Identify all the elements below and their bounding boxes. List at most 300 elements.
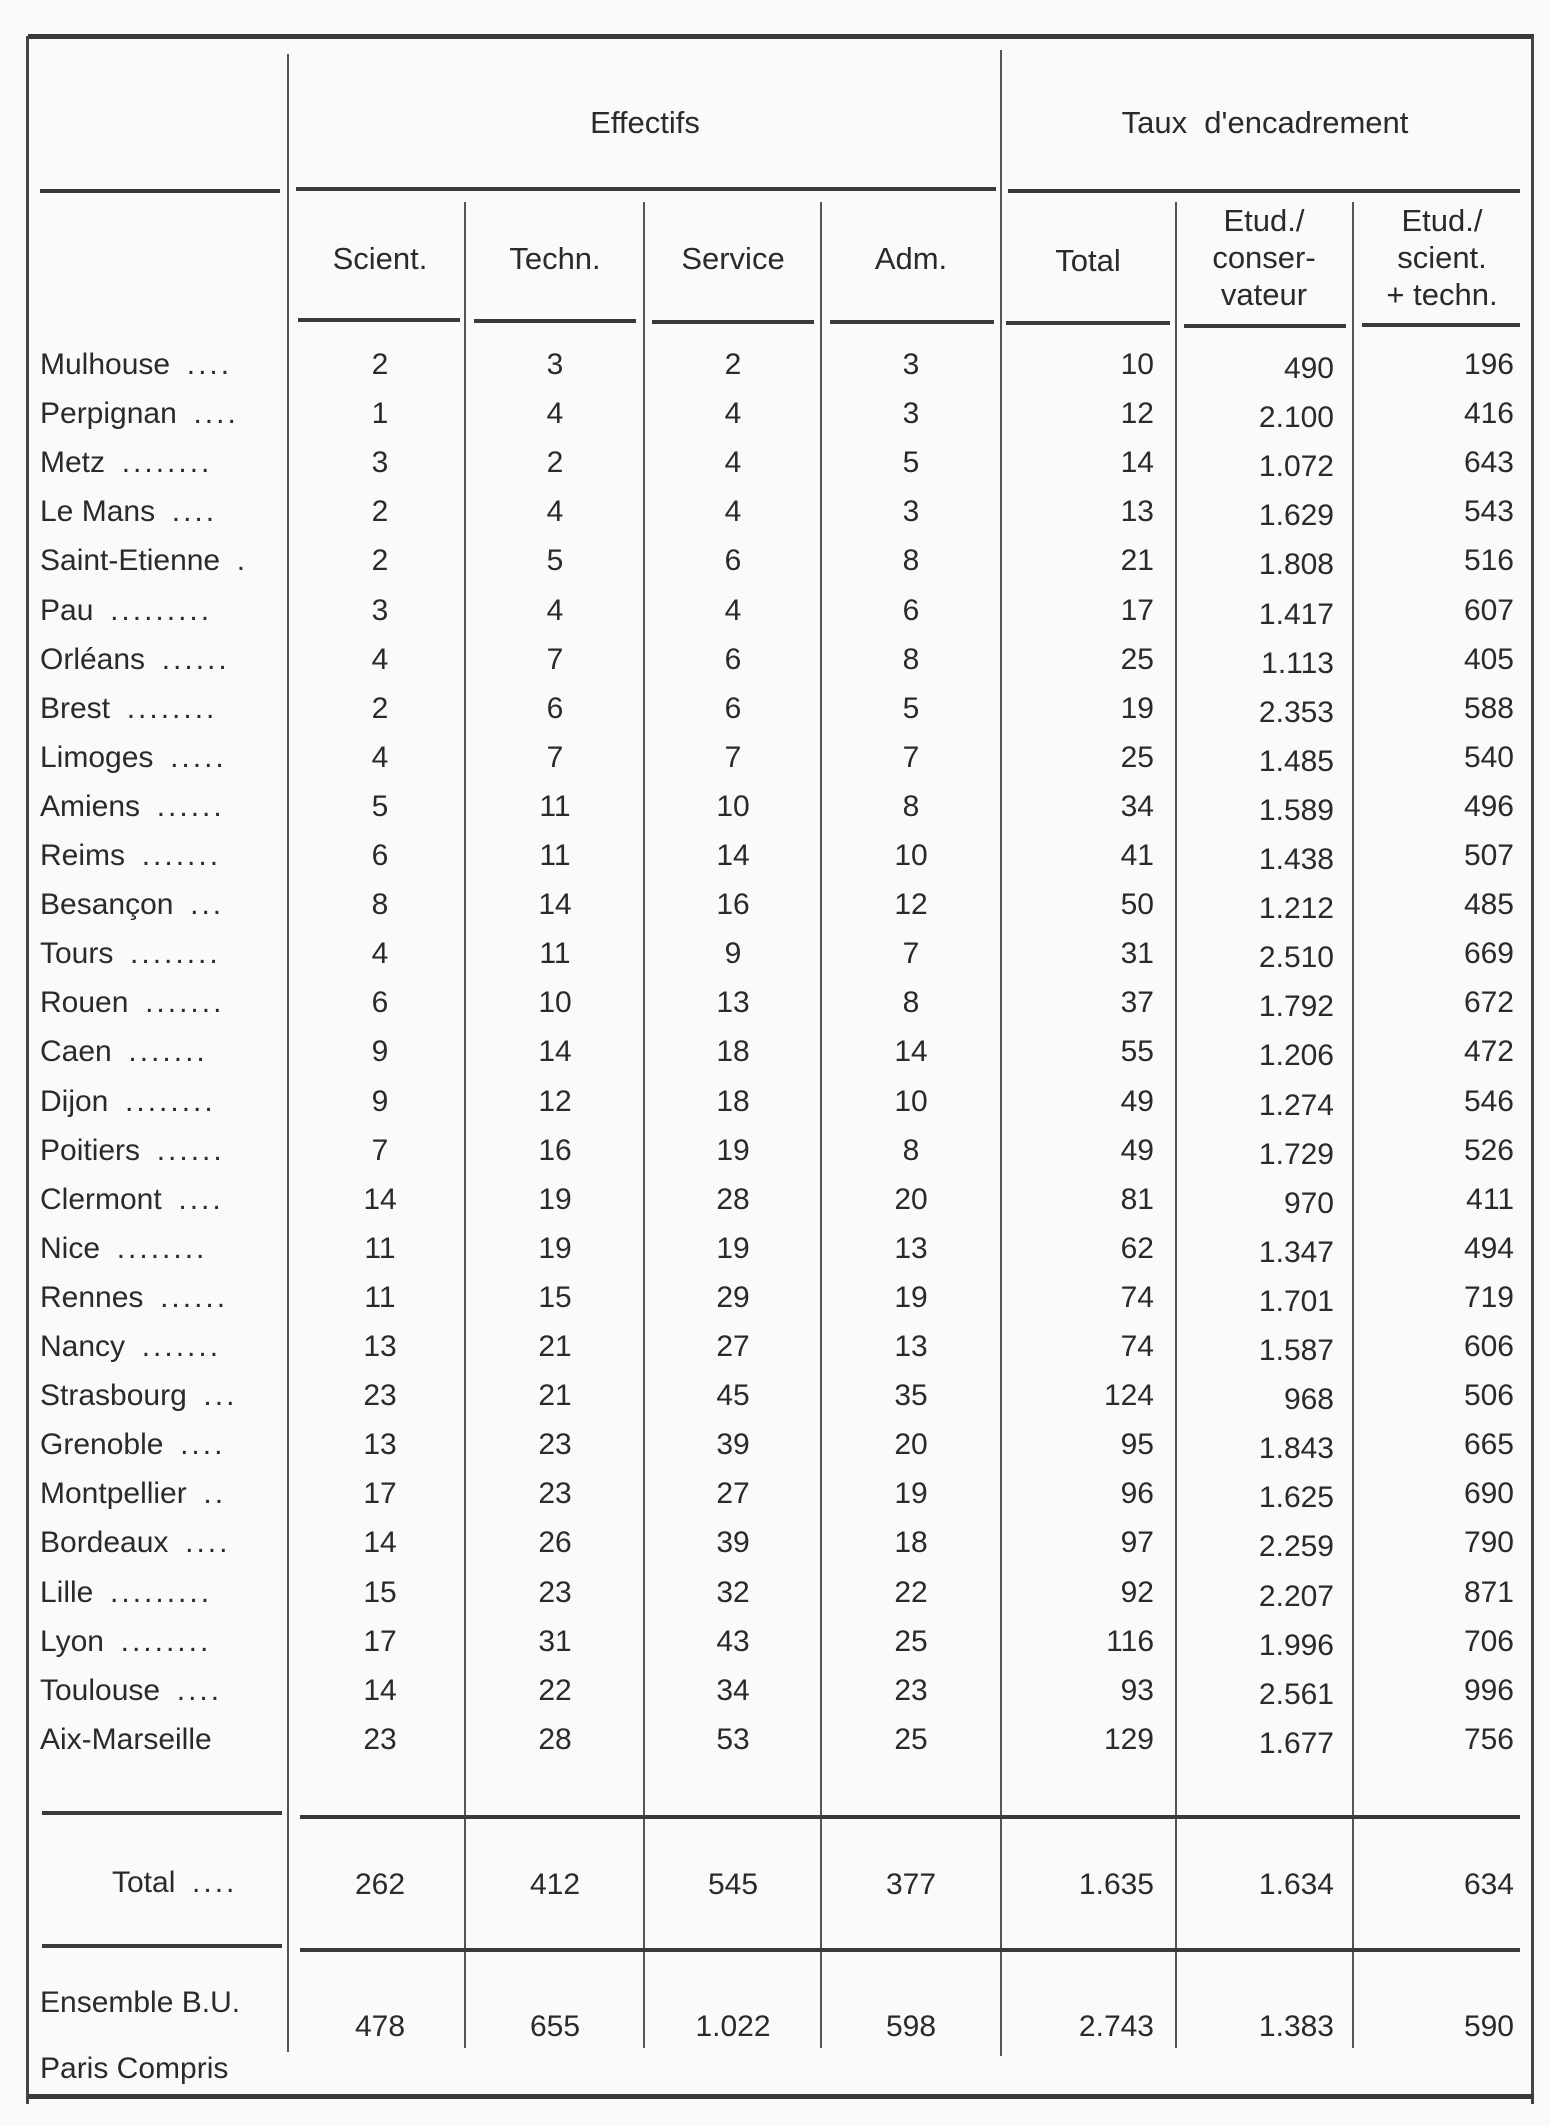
- leader-dots: ....: [171, 495, 218, 529]
- cell-etud-scient-techn: 588: [1463, 691, 1514, 725]
- cell-scient: 3: [371, 446, 389, 480]
- cell-adm: 19: [894, 1477, 928, 1511]
- header-rule-effectifs: [296, 187, 996, 191]
- cell-etud-scient-techn: 496: [1463, 789, 1514, 823]
- row-label: [40, 446, 212, 480]
- cell-etud-scient-techn: 719: [1463, 1280, 1514, 1314]
- cell-adm: 3: [902, 348, 920, 381]
- cell-total: 62: [1120, 1231, 1154, 1265]
- col-header-total: Total: [1055, 243, 1121, 278]
- cell-etud-scient-techn: 756: [1463, 1722, 1514, 1756]
- cell-service: 9: [724, 937, 742, 971]
- col-header-line: vateur: [1220, 277, 1308, 312]
- cell-etud-conservateur: 1.808: [1258, 548, 1334, 582]
- cell-service: 19: [716, 1231, 750, 1265]
- cell-total: 74: [1120, 1280, 1154, 1314]
- col-rule: [652, 320, 814, 324]
- cell-service: 43: [716, 1624, 750, 1658]
- total-cell-adm: 377: [885, 1868, 937, 1901]
- cell-total: 14: [1120, 446, 1154, 480]
- ensemble-rule: [42, 1944, 282, 1948]
- ensemble-cell-etud-conservateur: 1.383: [1258, 2010, 1334, 2043]
- cell-etud-conservateur: 1.347: [1258, 1235, 1334, 1269]
- cell-scient: 3: [371, 593, 389, 627]
- ensemble-cell-adm: 598: [885, 2010, 937, 2043]
- cell-techn: 23: [538, 1477, 572, 1511]
- cell-total: 129: [1103, 1722, 1154, 1756]
- cell-scient: 17: [363, 1477, 397, 1511]
- cell-adm: 25: [894, 1624, 928, 1658]
- row-label: [40, 1379, 237, 1413]
- cell-etud-conservateur: 1.677: [1258, 1726, 1334, 1760]
- university-name: Lille: [40, 1575, 94, 1609]
- cell-scient: 2: [371, 544, 389, 578]
- ensemble-label-line1: Ensemble B.U.: [40, 1986, 241, 2019]
- cell-total: 34: [1120, 789, 1154, 823]
- cell-service: 34: [716, 1673, 750, 1707]
- col-header-line: Etud./: [1223, 203, 1305, 238]
- cell-etud-conservateur: 2.561: [1258, 1677, 1334, 1711]
- university-name: Pau: [40, 593, 94, 627]
- cell-etud-scient-techn: 706: [1463, 1624, 1514, 1658]
- cell-scient: 5: [371, 789, 389, 823]
- cell-adm: 13: [894, 1330, 928, 1363]
- university-name: Limoges: [40, 740, 154, 774]
- cell-techn: 15: [538, 1280, 572, 1314]
- cell-total: 96: [1120, 1477, 1154, 1511]
- cell-adm: 8: [902, 986, 920, 1020]
- leader-dots: ........: [116, 1231, 208, 1265]
- cell-scient: 9: [371, 1035, 389, 1069]
- row-label: [40, 1477, 226, 1511]
- col-rule: [1006, 321, 1170, 325]
- total-row-label: Total ....: [112, 1866, 238, 1899]
- row-label: [40, 1134, 225, 1168]
- cell-service: 2: [724, 348, 742, 381]
- cell-scient: 4: [371, 937, 389, 971]
- cell-etud-scient-techn: 871: [1463, 1575, 1514, 1609]
- row-label: [40, 1576, 212, 1610]
- row-label: [40, 937, 221, 971]
- col-header-line: scient.: [1397, 240, 1487, 275]
- cell-total: 12: [1120, 397, 1154, 431]
- cell-techn: 5: [546, 544, 564, 578]
- cell-scient: 2: [371, 691, 389, 725]
- row-label: [40, 839, 221, 873]
- cell-etud-scient-techn: 485: [1463, 888, 1514, 922]
- cell-techn: 14: [538, 1035, 572, 1069]
- row-label: [40, 790, 225, 824]
- university-name: Bordeaux: [40, 1526, 169, 1560]
- cell-total: 92: [1120, 1575, 1154, 1609]
- cell-etud-scient-techn: 790: [1463, 1526, 1514, 1560]
- cell-etud-conservateur: 1.212: [1258, 892, 1334, 926]
- cell-total: 116: [1106, 1624, 1154, 1658]
- cell-etud-scient-techn: 996: [1463, 1673, 1514, 1707]
- cell-etud-scient-techn: 543: [1463, 495, 1514, 529]
- cell-adm: 25: [894, 1722, 928, 1756]
- cell-service: 18: [716, 1084, 750, 1118]
- row-label: [40, 1035, 208, 1069]
- cell-adm: 8: [902, 642, 920, 676]
- row-label: [40, 1281, 228, 1315]
- cell-adm: 13: [894, 1231, 928, 1265]
- cell-adm: 7: [902, 937, 920, 971]
- cell-techn: 2: [546, 446, 564, 480]
- cell-adm: 22: [894, 1575, 928, 1609]
- cell-etud-scient-techn: 665: [1463, 1428, 1514, 1462]
- cell-scient: 8: [371, 888, 389, 922]
- cell-etud-conservateur: 2.207: [1258, 1579, 1334, 1613]
- cell-adm: 19: [894, 1280, 928, 1314]
- cell-service: 45: [716, 1379, 750, 1413]
- cell-adm: 18: [894, 1526, 928, 1560]
- cell-etud-conservateur: 1.625: [1258, 1481, 1334, 1515]
- cell-techn: 7: [546, 642, 564, 676]
- leader-dots: ....: [185, 1526, 231, 1560]
- ensemble-cell-scient: 478: [354, 2010, 406, 2043]
- row-label: [40, 544, 248, 578]
- university-name: Mulhouse: [40, 348, 171, 381]
- col-header-scient: Scient.: [332, 241, 428, 276]
- cell-etud-scient-techn: 411: [1466, 1182, 1514, 1216]
- total-cell-etud-conservateur: 1.634: [1258, 1868, 1334, 1901]
- cell-etud-conservateur: 1.843: [1258, 1432, 1334, 1466]
- university-name: Aix-Marseille: [40, 1722, 212, 1756]
- col-header-line: Etud./: [1401, 203, 1483, 238]
- cell-scient: 13: [363, 1330, 397, 1363]
- university-name: Perpignan: [40, 397, 177, 431]
- cell-etud-conservateur: 1.792: [1258, 990, 1334, 1024]
- university-name: Reims: [40, 839, 126, 872]
- col-header-etud-conservateur: [1176, 202, 1352, 313]
- row-label: [40, 1526, 230, 1560]
- cell-techn: 23: [538, 1575, 572, 1609]
- cell-service: 28: [716, 1182, 750, 1216]
- cell-adm: 3: [902, 495, 920, 529]
- cell-service: 53: [716, 1722, 750, 1756]
- leader-dots: ......: [156, 789, 225, 823]
- cell-etud-conservateur: 1.417: [1258, 597, 1334, 631]
- cell-etud-conservateur: 1.274: [1258, 1088, 1334, 1122]
- cell-total: 19: [1120, 691, 1154, 725]
- leader-dots: ......: [160, 1280, 229, 1314]
- cell-etud-scient-techn: 669: [1463, 937, 1514, 971]
- cell-etud-conservateur: 968: [1283, 1383, 1334, 1417]
- cell-service: 6: [724, 691, 742, 725]
- university-name: Brest: [40, 691, 111, 725]
- cell-techn: 19: [538, 1231, 572, 1265]
- cell-total: 13: [1120, 495, 1154, 529]
- cell-scient: 23: [363, 1722, 397, 1756]
- col-header-adm: Adm.: [874, 241, 948, 276]
- university-name: Saint-Etienne: [40, 544, 221, 578]
- col-rule: [1184, 324, 1346, 328]
- leader-dots: ........: [120, 1624, 212, 1658]
- cell-service: 7: [724, 740, 742, 774]
- cell-techn: 11: [539, 839, 571, 872]
- university-name: Rouen: [40, 986, 129, 1020]
- cell-etud-scient-techn: 472: [1463, 1035, 1514, 1069]
- cell-adm: 8: [902, 544, 920, 578]
- cell-etud-scient-techn: 643: [1463, 446, 1514, 480]
- cell-etud-scient-techn: 690: [1463, 1477, 1514, 1511]
- cell-scient: 7: [371, 1133, 389, 1167]
- leader-dots: .......: [141, 1330, 222, 1363]
- cell-etud-conservateur: 1.701: [1258, 1284, 1334, 1318]
- cell-scient: 4: [371, 642, 389, 676]
- col-header-service: Service: [681, 241, 785, 276]
- university-name: Strasbourg: [40, 1379, 187, 1413]
- cell-service: 6: [724, 642, 742, 676]
- cell-total: 74: [1120, 1330, 1154, 1363]
- leader-dots: ....: [178, 1182, 224, 1216]
- cell-adm: 20: [894, 1428, 928, 1462]
- cell-scient: 4: [371, 740, 389, 774]
- leader-dots: ....: [180, 1428, 226, 1462]
- cell-techn: 12: [538, 1084, 572, 1118]
- total-rule: [300, 1815, 1520, 1819]
- cell-service: 6: [724, 544, 742, 578]
- cell-adm: 10: [894, 1084, 928, 1118]
- row-label: [40, 986, 224, 1020]
- cell-etud-conservateur: 1.589: [1258, 793, 1334, 827]
- leader-dots: ....: [186, 348, 233, 381]
- cell-techn: 3: [546, 348, 564, 381]
- cell-service: 27: [716, 1330, 750, 1363]
- row-label: [40, 1674, 222, 1708]
- cell-scient: 2: [371, 348, 389, 381]
- cell-service: 29: [716, 1280, 750, 1314]
- cell-total: 50: [1120, 888, 1154, 922]
- cell-service: 39: [716, 1526, 750, 1560]
- cell-total: 81: [1120, 1182, 1154, 1216]
- cell-etud-scient-techn: 494: [1463, 1231, 1514, 1265]
- cell-etud-conservateur: 1.629: [1258, 499, 1334, 533]
- cell-adm: 20: [894, 1182, 928, 1216]
- cell-scient: 23: [363, 1379, 397, 1413]
- cell-service: 32: [716, 1575, 750, 1609]
- cell-etud-scient-techn: 516: [1463, 544, 1514, 578]
- cell-etud-scient-techn: 405: [1463, 642, 1514, 676]
- cell-techn: 16: [538, 1133, 572, 1167]
- cell-total: 17: [1120, 593, 1154, 627]
- leader-dots: ..: [203, 1477, 227, 1511]
- cell-total: 95: [1120, 1428, 1154, 1462]
- cell-techn: 10: [538, 986, 572, 1020]
- cell-etud-conservateur: 970: [1283, 1186, 1334, 1220]
- cell-adm: 3: [902, 397, 920, 431]
- cell-techn: 7: [546, 740, 564, 774]
- cell-scient: 13: [363, 1428, 397, 1462]
- cell-etud-scient-techn: 416: [1463, 397, 1514, 431]
- university-name: Nice: [40, 1231, 101, 1265]
- leader-dots: ....: [176, 1673, 223, 1707]
- column-divider: [287, 54, 289, 2052]
- row-label: [40, 1625, 211, 1659]
- cell-etud-conservateur: 2.510: [1258, 941, 1334, 975]
- cell-etud-scient-techn: 672: [1463, 986, 1514, 1020]
- row-label: [40, 397, 239, 431]
- leader-dots: ........: [126, 691, 218, 725]
- cell-scient: 1: [371, 397, 389, 431]
- ensemble-rule: [300, 1948, 1520, 1952]
- leader-dots: ........: [130, 937, 221, 971]
- cell-scient: 6: [371, 839, 389, 872]
- col-header-etud-scient-techn: [1354, 202, 1530, 313]
- cell-etud-scient-techn: 506: [1463, 1379, 1514, 1413]
- cell-etud-conservateur: 2.353: [1258, 695, 1334, 729]
- col-rule: [1362, 323, 1520, 327]
- cell-service: 4: [724, 593, 742, 627]
- university-name: Metz: [40, 446, 106, 480]
- leader-dots: ........: [121, 446, 213, 480]
- leader-dots: .....: [170, 740, 227, 774]
- cell-total: 41: [1120, 839, 1154, 872]
- cell-techn: 11: [539, 937, 571, 971]
- cell-service: 16: [716, 888, 750, 922]
- cell-scient: 14: [363, 1182, 397, 1216]
- cell-techn: 23: [538, 1428, 572, 1462]
- cell-etud-scient-techn: 540: [1463, 740, 1514, 774]
- cell-total: 31: [1120, 937, 1154, 971]
- university-name: Caen: [40, 1035, 112, 1069]
- cell-total: 25: [1120, 642, 1154, 676]
- col-rule: [298, 318, 460, 322]
- total-cell-etud-scient-techn: 634: [1463, 1868, 1514, 1901]
- cell-total: 21: [1120, 544, 1154, 578]
- header-rule-taux: [1008, 189, 1520, 193]
- header-rule-left: [40, 189, 280, 193]
- cell-etud-conservateur: 1.206: [1258, 1039, 1334, 1073]
- ensemble-label-line2: Paris Compris: [40, 2052, 229, 2085]
- cell-adm: 8: [902, 789, 920, 823]
- row-label: [40, 1183, 224, 1217]
- cell-techn: 11: [539, 789, 571, 823]
- ensemble-cell-techn: 655: [529, 2010, 581, 2043]
- header-group-taux: Taux d'encadrement: [1121, 105, 1409, 140]
- cell-scient: 11: [364, 1280, 396, 1314]
- row-label: [40, 1085, 216, 1119]
- total-rule: [42, 1811, 282, 1815]
- university-name: Amiens: [40, 789, 141, 823]
- row-label: [40, 692, 217, 726]
- cell-etud-conservateur: 1.729: [1258, 1137, 1334, 1171]
- cell-service: 4: [724, 495, 742, 529]
- total-cell-total: 1.635: [1078, 1868, 1154, 1901]
- cell-etud-scient-techn: 606: [1463, 1330, 1514, 1363]
- university-name: Rennes: [40, 1280, 144, 1314]
- university-name: Dijon: [40, 1084, 109, 1118]
- cell-service: 27: [716, 1477, 750, 1511]
- cell-etud-scient-techn: 507: [1463, 839, 1514, 872]
- cell-service: 39: [716, 1428, 750, 1462]
- leader-dots: .........: [110, 593, 213, 627]
- cell-techn: 4: [546, 495, 564, 529]
- cell-techn: 19: [538, 1182, 572, 1216]
- row-label: [40, 1723, 228, 1757]
- university-name: Besançon: [40, 888, 174, 922]
- cell-adm: 5: [902, 446, 920, 480]
- leader-dots: ......: [161, 642, 230, 676]
- cell-techn: 4: [546, 397, 564, 431]
- cell-scient: 15: [363, 1575, 397, 1609]
- university-name: Grenoble: [40, 1428, 164, 1462]
- cell-service: 18: [716, 1035, 750, 1069]
- cell-scient: 14: [363, 1526, 397, 1560]
- cell-techn: 31: [538, 1624, 572, 1658]
- col-header-line: conser-: [1212, 240, 1316, 275]
- leader-dots: .......: [128, 1035, 208, 1069]
- university-name: Montpellier: [40, 1477, 187, 1511]
- cell-etud-scient-techn: 196: [1463, 348, 1514, 381]
- university-name: Poitiers: [40, 1133, 141, 1167]
- cell-total: 49: [1120, 1084, 1154, 1118]
- leader-dots: ......: [156, 1133, 225, 1167]
- ensemble-cell-service: 1.022: [695, 2010, 771, 2043]
- cell-total: 10: [1120, 348, 1154, 381]
- cell-scient: 6: [371, 986, 389, 1020]
- leader-dots: ....: [193, 397, 239, 431]
- cell-total: 49: [1120, 1133, 1154, 1167]
- row-label: [40, 1428, 225, 1462]
- university-name: Le Mans: [40, 495, 156, 529]
- cell-etud-scient-techn: 526: [1463, 1133, 1514, 1167]
- col-header-line: + techn.: [1386, 277, 1498, 312]
- cell-service: 14: [716, 839, 750, 872]
- cell-etud-conservateur: 2.100: [1258, 401, 1334, 435]
- header-group-effectifs: Effectifs: [590, 105, 700, 140]
- cell-service: 4: [724, 446, 742, 480]
- cell-scient: 2: [371, 495, 389, 529]
- cell-adm: 35: [894, 1379, 928, 1413]
- col-header-techn: Techn.: [509, 241, 601, 276]
- university-name: Orléans: [40, 642, 146, 676]
- cell-adm: 10: [894, 839, 928, 872]
- cell-techn: 26: [538, 1526, 572, 1560]
- total-cell-techn: 412: [529, 1868, 581, 1901]
- cell-total: 55: [1120, 1035, 1154, 1069]
- cell-adm: 5: [902, 691, 920, 725]
- cell-adm: 14: [894, 1035, 928, 1069]
- university-name: Clermont: [40, 1182, 162, 1216]
- cell-etud-scient-techn: 607: [1463, 593, 1514, 627]
- cell-etud-conservateur: 1.996: [1258, 1628, 1334, 1662]
- cell-adm: 12: [894, 888, 928, 922]
- cell-service: 4: [724, 397, 742, 431]
- cell-total: 93: [1120, 1673, 1154, 1707]
- cell-total: 97: [1120, 1526, 1154, 1560]
- cell-total: 37: [1120, 986, 1154, 1020]
- cell-scient: 11: [364, 1231, 396, 1265]
- cell-techn: 14: [538, 888, 572, 922]
- university-name: Tours: [40, 937, 114, 971]
- cell-techn: 21: [538, 1379, 572, 1413]
- university-name: Toulouse: [40, 1673, 161, 1707]
- cell-etud-conservateur: 1.485: [1258, 744, 1334, 778]
- cell-techn: 6: [546, 691, 564, 725]
- cell-etud-conservateur: 2.259: [1258, 1530, 1334, 1564]
- cell-etud-conservateur: 490: [1283, 352, 1334, 385]
- cell-etud-conservateur: 1.072: [1258, 450, 1334, 484]
- cell-service: 19: [716, 1133, 750, 1167]
- row-label: [40, 1232, 207, 1266]
- total-cell-service: 545: [707, 1868, 759, 1901]
- row-label: [40, 594, 212, 628]
- cell-service: 10: [716, 789, 750, 823]
- university-name: Nancy: [40, 1330, 126, 1363]
- row-label: [40, 1330, 221, 1364]
